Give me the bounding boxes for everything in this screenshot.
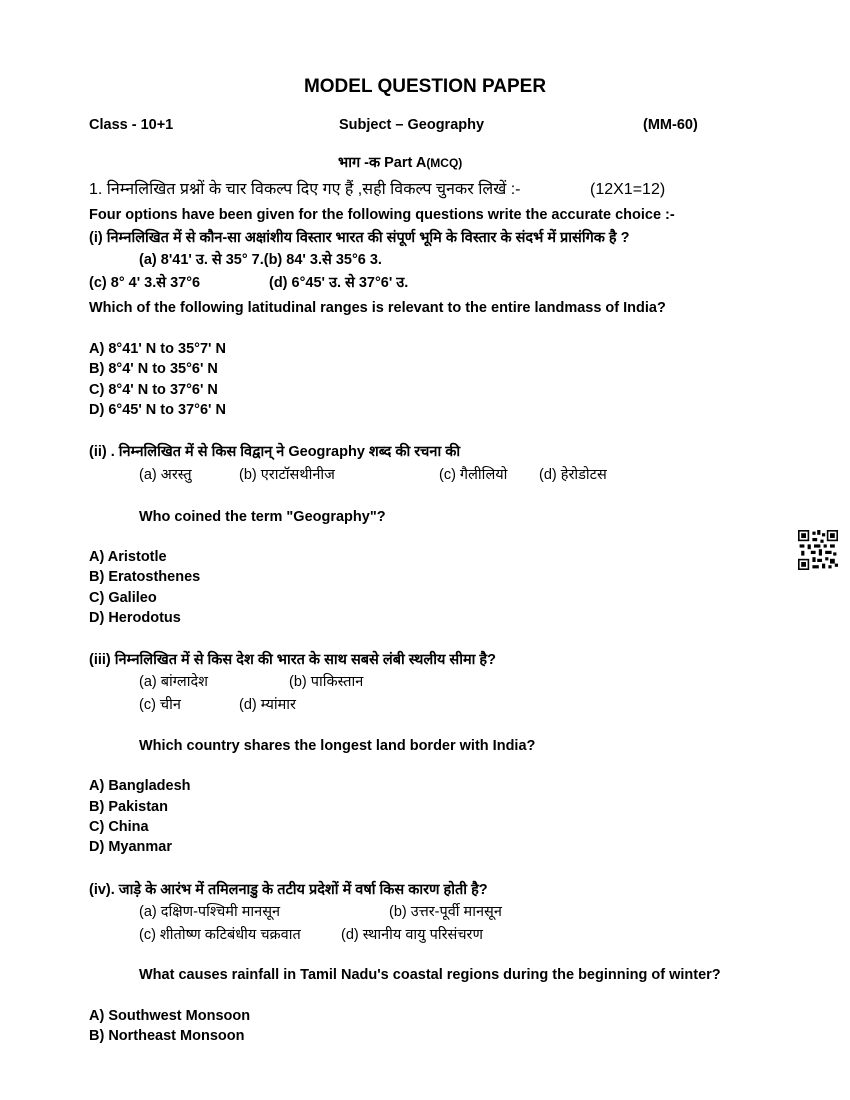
question-4-hindi-option-a: (a) दक्षिण-पश्चिमी मानसून	[139, 904, 281, 920]
question-2-option-a: A) Aristotle	[89, 549, 167, 565]
question-1-option-a: A) 8°41' N to 35°7' N	[89, 341, 226, 357]
question-1-hindi: (i) निम्नलिखित में से कौन-सा अक्षांशीय विस्तार भारत की संपूर्ण भूमि के विस्तार के संदर्भ में प्रासंगिक है ?	[89, 230, 630, 246]
part-heading	[338, 154, 462, 172]
question-4-option-b: B) Northeast Monsoon	[89, 1028, 245, 1044]
question-2-hindi-option-a: (a) अरस्तु	[139, 467, 192, 483]
question-3-hindi-option-d: (d) म्यांमार	[239, 697, 296, 713]
question-1-hindi-options-line1: (a) 8'41' उ. से 35° 7.(b) 84' 3.से 35°6 3.	[139, 252, 382, 268]
question-1-option-d: D) 6°45' N to 37°6' N	[89, 402, 226, 418]
question-2-hindi-option-d: (d) हेरोडोटस	[539, 467, 607, 483]
question-3-english: Which country shares the longest land border with India?	[139, 738, 536, 754]
paper-title: MODEL QUESTION PAPER	[303, 76, 547, 97]
question-3-hindi-option-a: (a) बांग्लादेश	[139, 674, 209, 690]
qr-code-icon	[798, 530, 838, 570]
question-3-option-a: A) Bangladesh	[89, 778, 191, 794]
part-type: (MCQ)	[426, 156, 463, 170]
question-1-option-c: C) 8°4' N to 37°6' N	[89, 382, 218, 398]
question-2-hindi: (ii) . निम्नलिखित में से किस विद्वान् ने Geography शब्द की रचना की	[89, 444, 461, 460]
question-4-hindi: (iv). जाड़े के आरंभ में तमिलनाडु के तटीय प्रदेशों में वर्षा किस कारण होती है?	[89, 882, 488, 898]
question-1-hindi-option-d: (d) 6°45' उ. से 37°6' उ.	[269, 275, 409, 291]
question-1-english: Which of the following latitudinal ranges is relevant to the entire landmass of India?	[89, 300, 666, 316]
subject-label: Subject – Geography	[339, 117, 485, 133]
instruction-english: Four options have been given for the following questions write the accurate choice :-	[89, 207, 675, 223]
question-4-option-a: A) Southwest Monsoon	[89, 1008, 251, 1024]
question-2-option-b: B) Eratosthenes	[89, 569, 201, 585]
question-2-hindi-option-b: (b) एराटॉसथीनीज	[239, 467, 335, 483]
marks-label: (MM-60)	[643, 117, 698, 133]
question-3-hindi-option-b: (b) पाकिस्तान	[289, 674, 364, 690]
instruction-hindi: 1. निम्नलिखित प्रश्नों के चार विकल्प दिए गए हैं ,सही विकल्प चुनकर लिखें :-	[89, 181, 521, 198]
question-3-hindi: (iii) निम्नलिखित में से किस देश की भारत के साथ सबसे लंबी स्थलीय सीमा है?	[89, 652, 496, 668]
part-label-hindi: भाग -क	[338, 155, 381, 171]
class-label: Class - 10+1	[89, 117, 174, 133]
question-2-hindi-option-c: (c) गैलीलियो	[439, 467, 508, 483]
question-3-option-d: D) Myanmar	[89, 839, 172, 855]
question-4-hindi-option-d: (d) स्थानीय वायु परिसंचरण	[341, 927, 483, 943]
instruction-marks: (12X1=12)	[590, 181, 666, 198]
question-4-hindi-option-c: (c) शीतोष्ण कटिबंधीय चक्रवात	[139, 927, 301, 943]
question-1-hindi-option-c: (c) 8° 4' 3.से 37°6	[89, 275, 201, 291]
part-label-english: Part A	[384, 155, 427, 171]
question-3-hindi-option-c: (c) चीन	[139, 697, 181, 713]
question-1-option-b: B) 8°4' N to 35°6' N	[89, 361, 218, 377]
question-3-option-c: C) China	[89, 819, 149, 835]
question-2-option-c: C) Galileo	[89, 590, 157, 606]
question-3-option-b: B) Pakistan	[89, 799, 168, 815]
question-4-hindi-option-b: (b) उत्तर-पूर्वी मानसून	[389, 904, 502, 920]
question-4-english: What causes rainfall in Tamil Nadu's coastal regions during the beginning of winter?	[139, 967, 721, 983]
question-2-english: Who coined the term "Geography"?	[139, 509, 386, 525]
question-2-option-d: D) Herodotus	[89, 610, 181, 626]
